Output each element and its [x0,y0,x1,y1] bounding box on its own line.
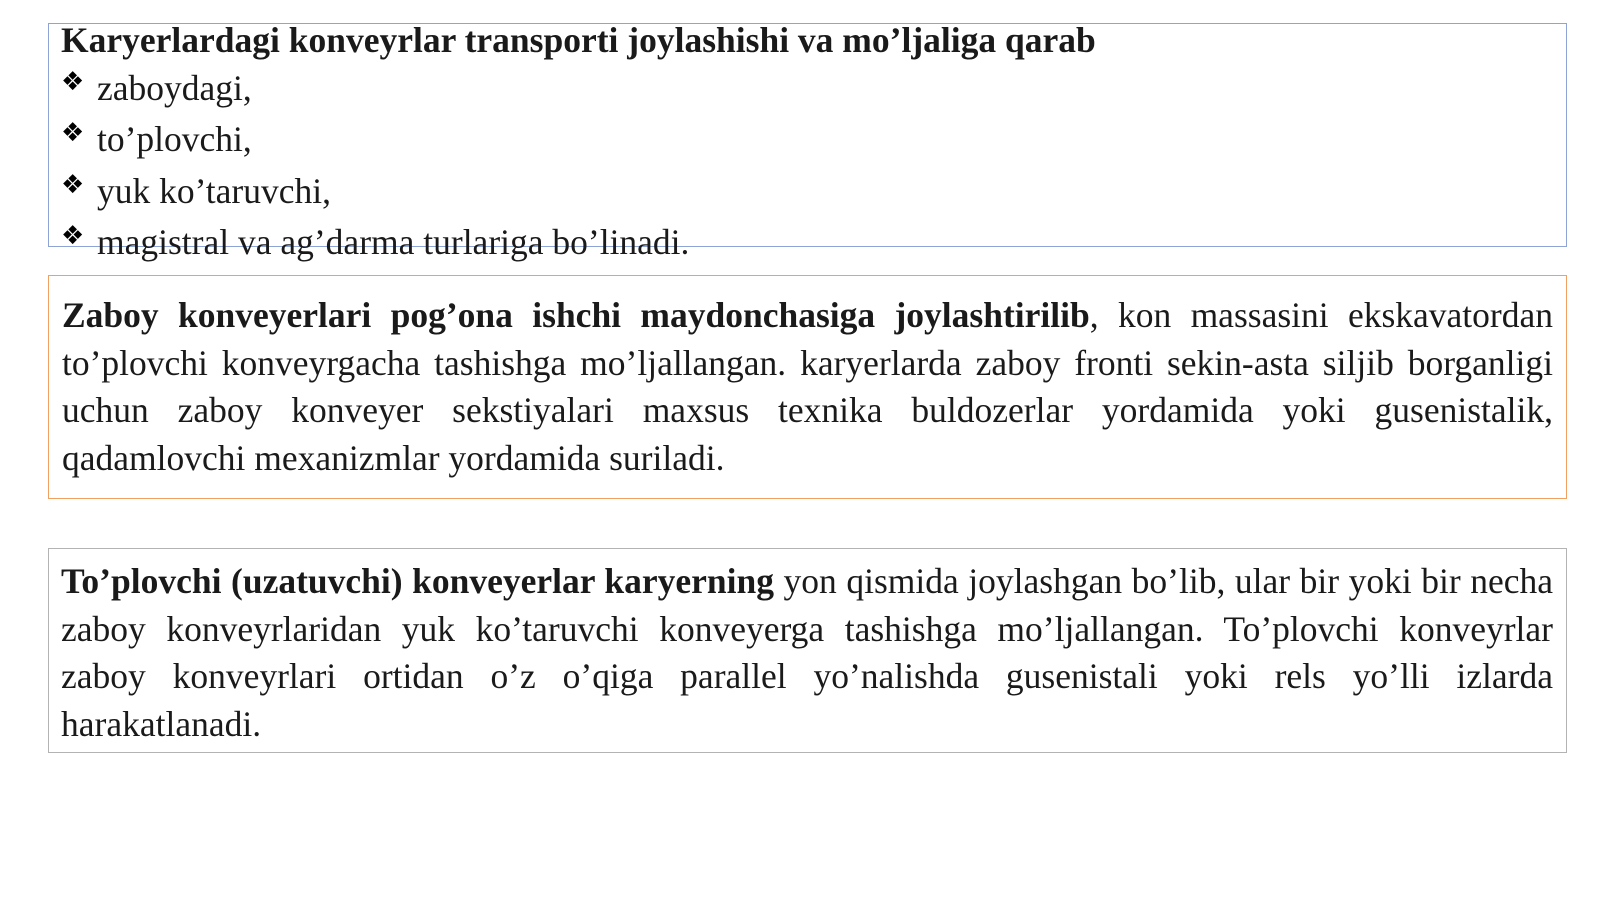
classification-box [48,20,1567,262]
diamond-four-icon: ❖ [61,118,85,148]
zaboy-conveyor-paragraph [62,292,1553,482]
list-item [61,168,1554,220]
zaboy-conveyor-box [48,275,1567,499]
zaboy-conveyor-description: , kon massasini ekskavatordan to’plovchi konveyrgacha tashishga mo’ljallangan. karyerlarda zaboy fronti sekin-asta siljib borganligi uchun zaboy konveyer sekstiyalari maxsus texnika buldozerlar yordamida yoki gusenistalik, qadamlovchi mexanizmlar yordamida suriladi. [62,295,1553,478]
list-item [61,65,1554,117]
list-item-label: zaboydagi, [97,67,252,108]
list-item-label: yuk ko’taruvchi, [97,170,331,211]
list-item [61,116,1554,168]
list-item-label: magistral va ag’darma turlariga bo’linadi. [97,222,690,262]
diamond-four-icon: ❖ [61,221,85,251]
diamond-four-icon: ❖ [61,169,85,200]
diamond-four-icon: ❖ [61,66,85,97]
list-item [61,219,1554,271]
collecting-conveyor-term: To’plovchi (uzatuvchi) konveyerlar karyerning [61,561,775,601]
collecting-conveyor-box [48,548,1567,753]
list-item-label: to’plovchi, [97,119,252,159]
zaboy-conveyor-term: Zaboy konveyerlari pog’ona ishchi maydonchasiga joylashtirilib [62,295,1090,335]
classification-heading: Karyerlardagi konveyrlar transporti joylashishi va mo’ljaliga qarab [61,20,1096,60]
collecting-conveyor-paragraph [61,558,1553,748]
collecting-conveyor-description: yon qismida joylashgan bo’lib, ular bir yoki bir necha zaboy konveyrlaridan yuk ko’taruvchi konveyerga tashishga mo’ljallangan. To’plovchi konveyrlar zaboy konveyrlari ortidan o’z o’qiga parallel yo’nalishda gusenistali yoki rels yo’lli izlarda harakatlanadi. [61,561,1553,744]
